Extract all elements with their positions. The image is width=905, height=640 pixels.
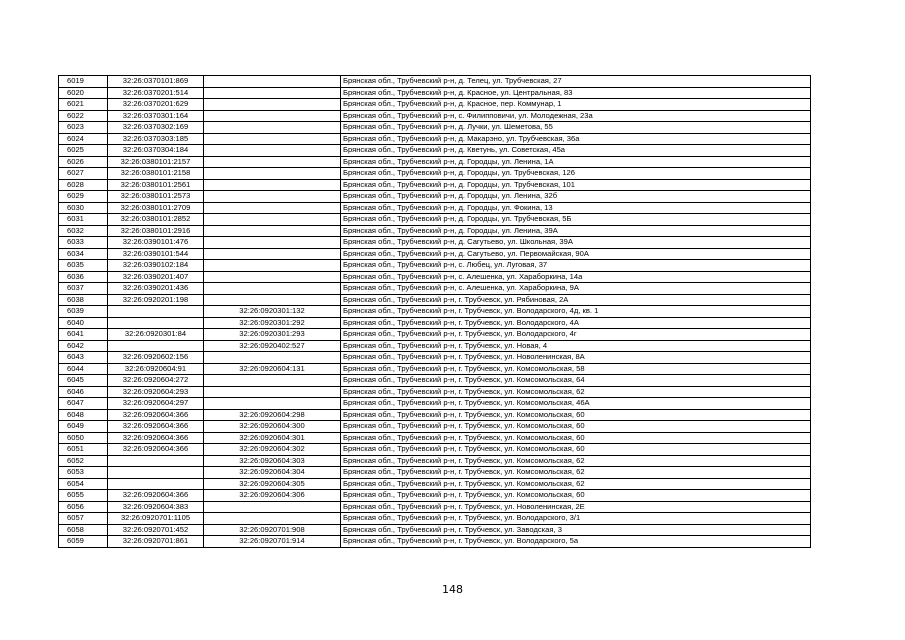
address-cell: Брянская обл., Трубчевский р-н, д. Городцы, ул. Трубчевская, 101 [341, 179, 811, 191]
address-cell: Брянская обл., Трубчевский р-н, д. Городцы, ул. Трубчевская, 126 [341, 168, 811, 180]
building-cadastral-number-cell [204, 294, 341, 306]
cadastral-number-cell: 32:26:0390102:184 [108, 260, 204, 272]
building-cadastral-number-cell: 32:26:0920701:908 [204, 524, 341, 536]
row-number-cell: 6052 [59, 455, 108, 467]
table-row [59, 536, 811, 548]
cadastral-number-cell: 32:26:0390101:544 [108, 248, 204, 260]
table-row [59, 99, 811, 111]
address-cell: Брянская обл., Трубчевский р-н, г. Трубчевск, ул. Комсомольская, 60 [341, 432, 811, 444]
address-cell: Брянская обл., Трубчевский р-н, г. Трубчевск, ул. Комсомольская, 60 [341, 490, 811, 502]
cadastral-number-cell: 32:26:0370302:169 [108, 122, 204, 134]
address-cell: Брянская обл., Трубчевский р-н, г. Трубчевск, ул. Новоленинская, 2Е [341, 501, 811, 513]
cadastral-number-cell: 32:26:0920701:1105 [108, 513, 204, 525]
table-row [59, 271, 811, 283]
row-number-cell: 6040 [59, 317, 108, 329]
address-cell: Брянская обл., Трубчевский р-н, д. Городцы, ул. Ленина, 39А [341, 225, 811, 237]
building-cadastral-number-cell: 32:26:0920604:131 [204, 363, 341, 375]
cadastral-number-cell [108, 317, 204, 329]
building-cadastral-number-cell: 32:26:0920604:306 [204, 490, 341, 502]
table-row [59, 490, 811, 502]
cadastral-number-cell: 32:26:0920301:84 [108, 329, 204, 341]
cadastral-number-cell: 32:26:0380101:2157 [108, 156, 204, 168]
cadastral-number-cell: 32:26:0380101:2709 [108, 202, 204, 214]
address-cell: Брянская обл., Трубчевский р-н, г. Трубчевск, ул. Комсомольская, 62 [341, 478, 811, 490]
cadastral-number-cell: 32:26:0370201:629 [108, 99, 204, 111]
address-cell: Брянская обл., Трубчевский р-н, г. Трубчевск, ул. Комсомольская, 60 [341, 421, 811, 433]
table-row [59, 317, 811, 329]
table-row [59, 191, 811, 203]
cadastral-number-cell: 32:26:0920701:452 [108, 524, 204, 536]
row-number-cell: 6055 [59, 490, 108, 502]
table-row [59, 202, 811, 214]
address-cell: Брянская обл., Трубчевский р-н, г. Трубчевск, ул. Комсомольская, 46А [341, 398, 811, 410]
row-number-cell: 6044 [59, 363, 108, 375]
table-row [59, 260, 811, 272]
building-cadastral-number-cell: 32:26:0920604:303 [204, 455, 341, 467]
address-cell: Брянская обл., Трубчевский р-н, г. Трубчевск, ул. Новая, 4 [341, 340, 811, 352]
row-number-cell: 6049 [59, 421, 108, 433]
cadastral-number-cell: 32:26:0380101:2916 [108, 225, 204, 237]
table-body [59, 76, 811, 548]
row-number-cell: 6039 [59, 306, 108, 318]
building-cadastral-number-cell [204, 191, 341, 203]
building-cadastral-number-cell [204, 156, 341, 168]
table-row [59, 513, 811, 525]
address-cell: Брянская обл., Трубчевский р-н, д. Макарэно, ул. Трубчевская, 36а [341, 133, 811, 145]
row-number-cell: 6048 [59, 409, 108, 421]
table-row [59, 421, 811, 433]
building-cadastral-number-cell: 32:26:0920604:305 [204, 478, 341, 490]
building-cadastral-number-cell [204, 179, 341, 191]
address-cell: Брянская обл., Трубчевский р-н, с. Любец, ул. Луговая, 37 [341, 260, 811, 272]
document-table [58, 75, 811, 548]
table-row [59, 340, 811, 352]
building-cadastral-number-cell [204, 145, 341, 157]
table-row [59, 225, 811, 237]
address-cell: Брянская обл., Трубчевский р-н, д. Телец, ул. Трубчевская, 27 [341, 76, 811, 88]
address-cell: Брянская обл., Трубчевский р-н, г. Трубчевск, ул. Заводская, 3 [341, 524, 811, 536]
table-row [59, 478, 811, 490]
address-cell: Брянская обл., Трубчевский р-н, с. Алешенка, ул. Хараборкина, 9А [341, 283, 811, 295]
address-cell: Брянская обл., Трубчевский р-н, д. Городцы, ул. Фокина, 13 [341, 202, 811, 214]
address-cell: Брянская обл., Трубчевский р-н, г. Трубчевск, ул. Комсомольская, 58 [341, 363, 811, 375]
building-cadastral-number-cell [204, 110, 341, 122]
table-row [59, 87, 811, 99]
row-number-cell: 6057 [59, 513, 108, 525]
row-number-cell: 6045 [59, 375, 108, 387]
table-row [59, 294, 811, 306]
cadastral-number-cell: 32:26:0390201:407 [108, 271, 204, 283]
table-row [59, 352, 811, 364]
cadastral-number-cell: 32:26:0920604:366 [108, 432, 204, 444]
building-cadastral-number-cell: 32:26:0920301:293 [204, 329, 341, 341]
row-number-cell: 6023 [59, 122, 108, 134]
row-number-cell: 6058 [59, 524, 108, 536]
building-cadastral-number-cell: 32:26:0920604:298 [204, 409, 341, 421]
building-cadastral-number-cell [204, 87, 341, 99]
row-number-cell: 6042 [59, 340, 108, 352]
row-number-cell: 6027 [59, 168, 108, 180]
cadastral-number-cell [108, 467, 204, 479]
building-cadastral-number-cell [204, 168, 341, 180]
table-row [59, 363, 811, 375]
address-cell: Брянская обл., Трубчевский р-н, д. Красное, пер. Коммунар, 1 [341, 99, 811, 111]
table-row [59, 375, 811, 387]
cadastral-number-cell: 32:26:0380101:2573 [108, 191, 204, 203]
row-number-cell: 6033 [59, 237, 108, 249]
cadastral-number-cell: 32:26:0920604:383 [108, 501, 204, 513]
building-cadastral-number-cell [204, 248, 341, 260]
row-number-cell: 6030 [59, 202, 108, 214]
address-cell: Брянская обл., Трубчевский р-н, г. Трубчевск, ул. Володарского, 3/1 [341, 513, 811, 525]
address-cell: Брянская обл., Трубчевский р-н, г. Трубчевск, ул. Комсомольская, 60 [341, 444, 811, 456]
address-cell: Брянская обл., Трубчевский р-н, г. Трубчевск, ул. Володарского, 5а [341, 536, 811, 548]
cadastral-number-cell [108, 306, 204, 318]
table-row [59, 133, 811, 145]
address-cell: Брянская обл., Трубчевский р-н, г. Трубчевск, ул. Комсомольская, 62 [341, 386, 811, 398]
cadastral-number-cell: 32:26:0920604:366 [108, 409, 204, 421]
row-number-cell: 6022 [59, 110, 108, 122]
row-number-cell: 6025 [59, 145, 108, 157]
row-number-cell: 6051 [59, 444, 108, 456]
table-row [59, 76, 811, 88]
table-row [59, 248, 811, 260]
cadastral-number-cell: 32:26:0370303:185 [108, 133, 204, 145]
building-cadastral-number-cell [204, 225, 341, 237]
building-cadastral-number-cell [204, 513, 341, 525]
address-cell: Брянская обл., Трубчевский р-н, д. Сагутьево, ул. Школьная, 39А [341, 237, 811, 249]
address-cell: Брянская обл., Трубчевский р-н, г. Трубчевск, ул. Комсомольская, 62 [341, 467, 811, 479]
address-cell: Брянская обл., Трубчевский р-н, г. Трубчевск, ул. Комсомольская, 62 [341, 455, 811, 467]
building-cadastral-number-cell [204, 214, 341, 226]
building-cadastral-number-cell: 32:26:0920604:304 [204, 467, 341, 479]
row-number-cell: 6059 [59, 536, 108, 548]
building-cadastral-number-cell [204, 76, 341, 88]
cadastral-number-cell: 32:26:0370301:164 [108, 110, 204, 122]
page-number: 148 [442, 583, 463, 596]
address-cell: Брянская обл., Трубчевский р-н, с. Филипповичи, ул. Молодежная, 23а [341, 110, 811, 122]
row-number-cell: 6036 [59, 271, 108, 283]
address-cell: Брянская обл., Трубчевский р-н, г. Трубчевск, ул. Комсомольская, 60 [341, 409, 811, 421]
address-cell: Брянская обл., Трубчевский р-н, г. Трубчевск, ул. Володарского, 4д, кв. 1 [341, 306, 811, 318]
table-row [59, 168, 811, 180]
building-cadastral-number-cell [204, 99, 341, 111]
row-number-cell: 6029 [59, 191, 108, 203]
row-number-cell: 6037 [59, 283, 108, 295]
address-cell: Брянская обл., Трубчевский р-н, г. Трубчевск, ул. Комсомольская, 64 [341, 375, 811, 387]
row-number-cell: 6035 [59, 260, 108, 272]
row-number-cell: 6043 [59, 352, 108, 364]
cadastral-number-cell: 32:26:0380101:2158 [108, 168, 204, 180]
cadastral-number-cell: 32:26:0380101:2561 [108, 179, 204, 191]
table-row [59, 409, 811, 421]
row-number-cell: 6024 [59, 133, 108, 145]
address-cell: Брянская обл., Трубчевский р-н, г. Трубчевск, ул. Володарского, 4А [341, 317, 811, 329]
row-number-cell: 6046 [59, 386, 108, 398]
row-number-cell: 6032 [59, 225, 108, 237]
building-cadastral-number-cell [204, 122, 341, 134]
row-number-cell: 6034 [59, 248, 108, 260]
building-cadastral-number-cell [204, 386, 341, 398]
building-cadastral-number-cell [204, 202, 341, 214]
cadastral-number-cell: 32:26:0920604:293 [108, 386, 204, 398]
address-cell: Брянская обл., Трубчевский р-н, г. Трубчевск, ул. Новоленинская, 8А [341, 352, 811, 364]
row-number-cell: 6026 [59, 156, 108, 168]
building-cadastral-number-cell [204, 398, 341, 410]
table-row [59, 386, 811, 398]
cadastral-number-cell: 32:26:0370304:184 [108, 145, 204, 157]
address-cell: Брянская обл., Трубчевский р-н, д. Городцы, ул. Трубчевская, 5Б [341, 214, 811, 226]
building-cadastral-number-cell [204, 260, 341, 272]
cadastral-number-cell [108, 478, 204, 490]
building-cadastral-number-cell [204, 283, 341, 295]
row-number-cell: 6054 [59, 478, 108, 490]
building-cadastral-number-cell: 32:26:0920604:301 [204, 432, 341, 444]
table-row [59, 467, 811, 479]
address-cell: Брянская обл., Трубчевский р-н, д. Красное, ул. Центральная, 83 [341, 87, 811, 99]
table-row [59, 432, 811, 444]
address-cell: Брянская обл., Трубчевский р-н, д. Лучки, ул. Шеметова, 55 [341, 122, 811, 134]
table-row [59, 444, 811, 456]
row-number-cell: 6047 [59, 398, 108, 410]
cadastral-number-cell: 32:26:0370101:869 [108, 76, 204, 88]
table-row [59, 398, 811, 410]
building-cadastral-number-cell: 32:26:0920301:292 [204, 317, 341, 329]
row-number-cell: 6041 [59, 329, 108, 341]
row-number-cell: 6019 [59, 76, 108, 88]
address-cell: Брянская обл., Трубчевский р-н, д. Кветунь, ул. Советская, 45а [341, 145, 811, 157]
table-row [59, 110, 811, 122]
building-cadastral-number-cell: 32:26:0920301:132 [204, 306, 341, 318]
table-row [59, 524, 811, 536]
row-number-cell: 6020 [59, 87, 108, 99]
table-row [59, 283, 811, 295]
table-row [59, 214, 811, 226]
table-row [59, 455, 811, 467]
cadastral-number-cell: 32:26:0390101:476 [108, 237, 204, 249]
cadastral-number-cell: 32:26:0370201:514 [108, 87, 204, 99]
cadastral-number-cell: 32:26:0920602:156 [108, 352, 204, 364]
row-number-cell: 6053 [59, 467, 108, 479]
cadastral-number-cell: 32:26:0920604:366 [108, 421, 204, 433]
table-row [59, 179, 811, 191]
table-row [59, 306, 811, 318]
cadastral-number-cell: 32:26:0920701:861 [108, 536, 204, 548]
building-cadastral-number-cell: 32:26:0920604:302 [204, 444, 341, 456]
row-number-cell: 6031 [59, 214, 108, 226]
row-number-cell: 6056 [59, 501, 108, 513]
cadastral-number-cell [108, 340, 204, 352]
table-row [59, 329, 811, 341]
table-row [59, 237, 811, 249]
building-cadastral-number-cell [204, 352, 341, 364]
cadastral-number-cell [108, 455, 204, 467]
cadastral-number-cell: 32:26:0920604:297 [108, 398, 204, 410]
building-cadastral-number-cell [204, 237, 341, 249]
address-cell: Брянская обл., Трубчевский р-н, г. Трубчевск, ул. Рябиновая, 2А [341, 294, 811, 306]
cadastral-number-cell: 32:26:0920604:272 [108, 375, 204, 387]
cadastral-number-cell: 32:26:0390201:436 [108, 283, 204, 295]
cadastral-number-cell: 32:26:0920201:198 [108, 294, 204, 306]
table-row [59, 156, 811, 168]
row-number-cell: 6038 [59, 294, 108, 306]
address-cell: Брянская обл., Трубчевский р-н, д. Сагутьево, ул. Первомайская, 90А [341, 248, 811, 260]
row-number-cell: 6021 [59, 99, 108, 111]
table-row [59, 122, 811, 134]
building-cadastral-number-cell [204, 133, 341, 145]
cadastral-number-cell: 32:26:0920604:366 [108, 444, 204, 456]
cadastral-number-cell: 32:26:0920604:366 [108, 490, 204, 502]
building-cadastral-number-cell [204, 375, 341, 387]
building-cadastral-number-cell [204, 501, 341, 513]
building-cadastral-number-cell: 32:26:0920701:914 [204, 536, 341, 548]
cadastral-number-cell: 32:26:0920604:91 [108, 363, 204, 375]
address-cell: Брянская обл., Трубчевский р-н, д. Городцы, ул. Ленина, 1А [341, 156, 811, 168]
row-number-cell: 6028 [59, 179, 108, 191]
table-row [59, 145, 811, 157]
cadastral-number-cell: 32:26:0380101:2852 [108, 214, 204, 226]
building-cadastral-number-cell: 32:26:0920604:300 [204, 421, 341, 433]
address-cell: Брянская обл., Трубчевский р-н, д. Городцы, ул. Ленина, 32б [341, 191, 811, 203]
table-row [59, 501, 811, 513]
row-number-cell: 6050 [59, 432, 108, 444]
building-cadastral-number-cell: 32:26:0920402:527 [204, 340, 341, 352]
building-cadastral-number-cell [204, 271, 341, 283]
address-cell: Брянская обл., Трубчевский р-н, с. Алешенка, ул. Хараборкина, 14а [341, 271, 811, 283]
address-cell: Брянская обл., Трубчевский р-н, г. Трубчевск, ул. Володарского, 4г [341, 329, 811, 341]
